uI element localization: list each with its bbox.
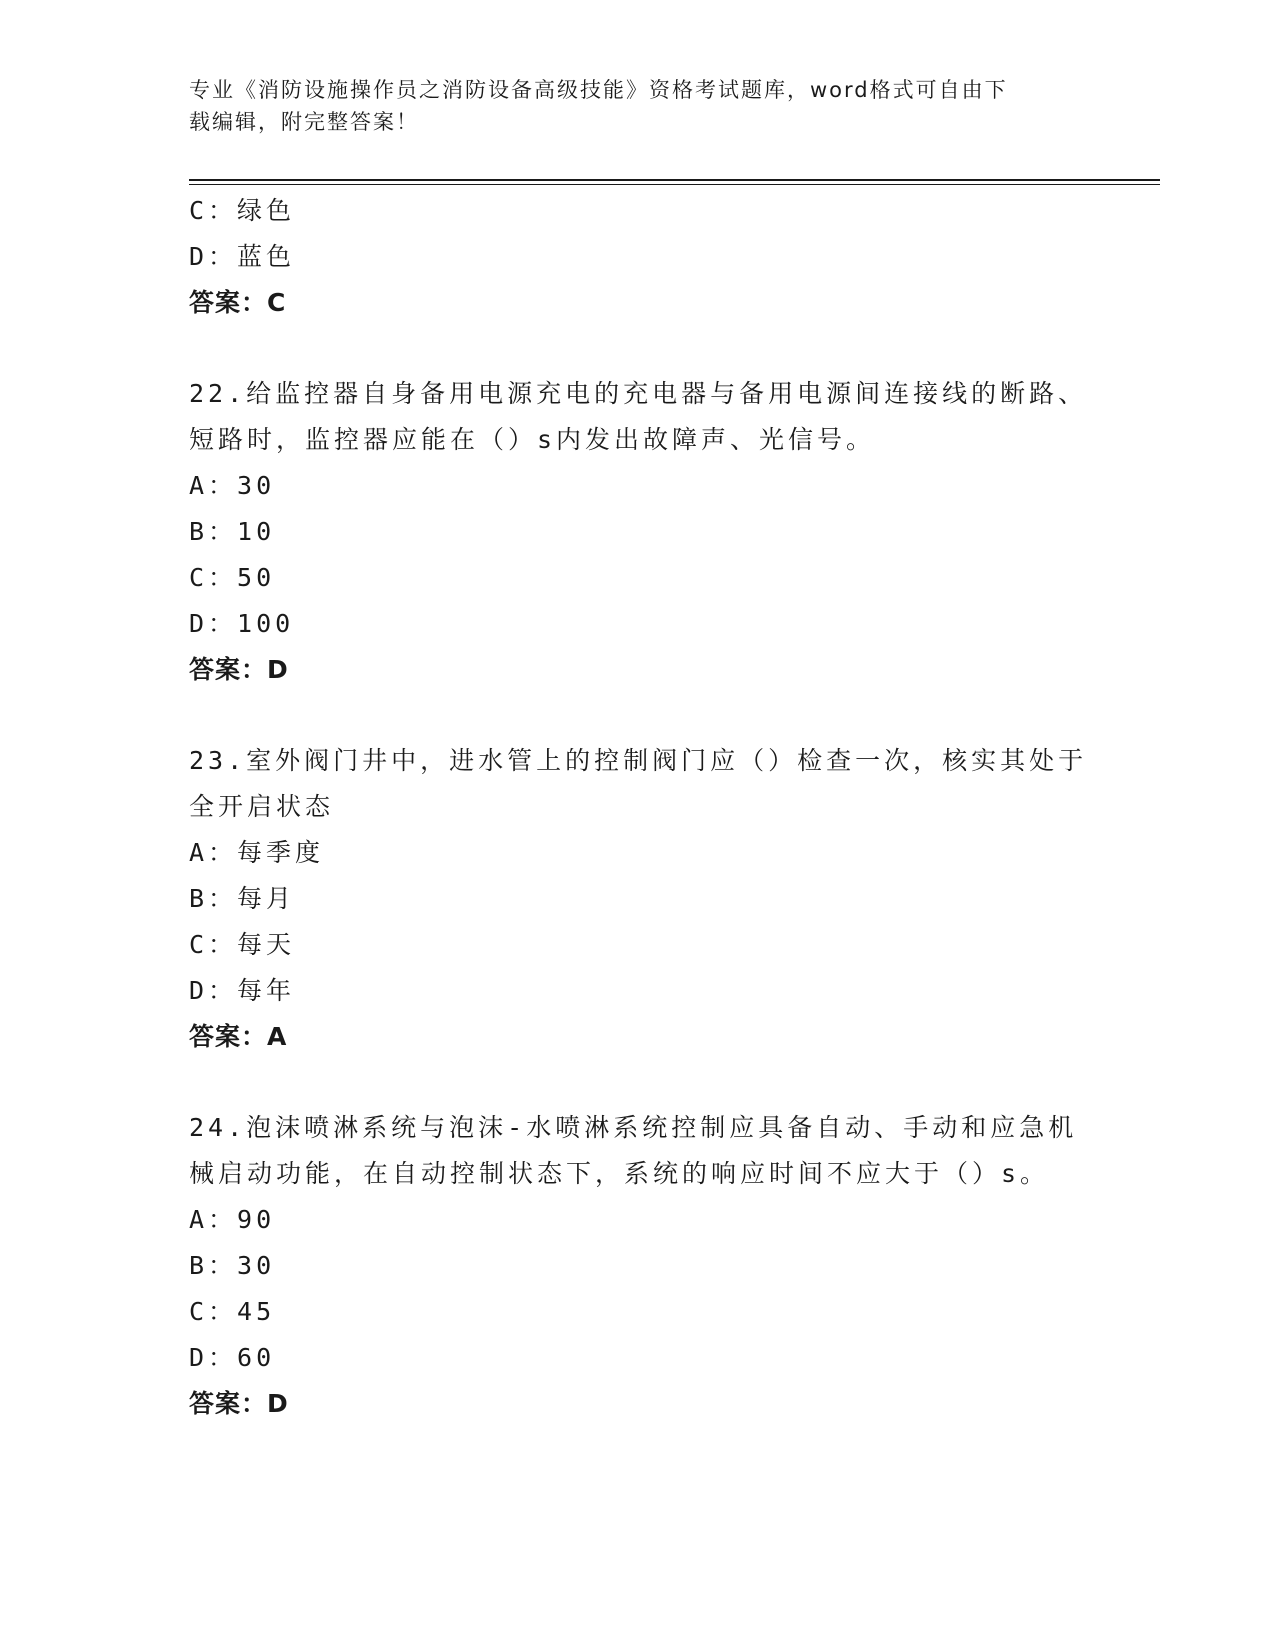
question-text-line: 22.给监控器自身备用电源充电的充电器与备用电源间连接线的断路、 — [189, 379, 1088, 408]
spacer — [189, 693, 1089, 738]
question-text-line: 24.泡沫喷淋系统与泡沫-水喷淋系统控制应具备自动、手动和应急机 — [189, 1113, 1078, 1142]
option-b: B：30 — [189, 1251, 276, 1280]
question-24 — [189, 1105, 1089, 1427]
option-d: D：蓝色 — [189, 242, 296, 271]
question-text-line: 23.室外阀门井中，进水管上的控制阀门应（）检查一次，核实其处于 — [189, 746, 1088, 775]
header-rule-thick — [189, 179, 1160, 181]
option-a: A：90 — [189, 1205, 276, 1234]
answer-line: 答案：A — [189, 1022, 288, 1051]
option-d: D：100 — [189, 609, 295, 638]
option-a: A：每季度 — [189, 838, 325, 867]
option-b: B：每月 — [189, 884, 296, 913]
option-d: D：每年 — [189, 976, 296, 1005]
continued-question — [189, 188, 1089, 326]
option-a: A：30 — [189, 471, 276, 500]
option-c: C：每天 — [189, 930, 296, 959]
header-line-2: 载编辑，附完整答案！ — [189, 110, 419, 134]
option-c: C：绿色 — [189, 196, 296, 225]
option-d: D：60 — [189, 1343, 276, 1372]
question-text-line: 械启动功能，在自动控制状态下，系统的响应时间不应大于（）s。 — [189, 1159, 1050, 1188]
question-23 — [189, 738, 1089, 1060]
spacer — [189, 1060, 1089, 1105]
option-b: B：10 — [189, 517, 276, 546]
question-list — [189, 188, 1089, 1427]
question-text-line: 短路时，监控器应能在（）s内发出故障声、光信号。 — [189, 425, 876, 454]
question-text-line: 全开启状态 — [189, 792, 335, 821]
answer-line: 答案：C — [189, 288, 287, 317]
spacer — [189, 326, 1089, 371]
option-c: C：45 — [189, 1297, 276, 1326]
question-22 — [189, 371, 1089, 693]
answer-line: 答案：D — [189, 1389, 289, 1418]
page-header — [189, 74, 1089, 138]
header-rule-thin — [189, 184, 1160, 185]
option-c: C：50 — [189, 563, 276, 592]
header-line-1: 专业《消防设施操作员之消防设备高级技能》资格考试题库，word格式可自由下 — [189, 78, 1008, 102]
answer-line: 答案：D — [189, 655, 289, 684]
